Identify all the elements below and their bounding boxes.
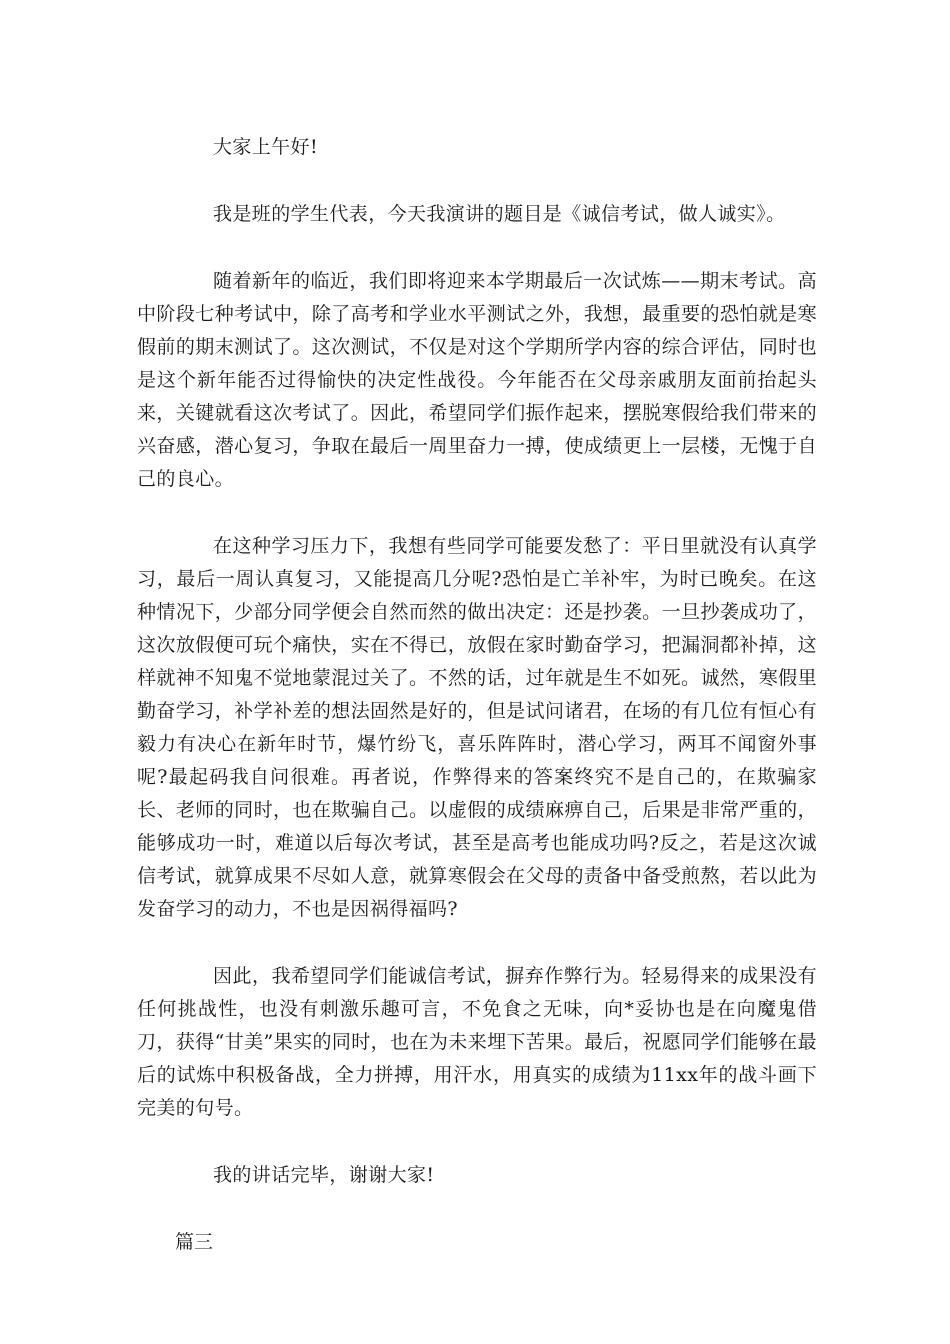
document-body (137, 131, 817, 1259)
section-heading: 篇三 (175, 1231, 214, 1253)
closing-paragraph: 我的讲话完毕，谢谢大家! (213, 1164, 435, 1186)
body-paragraph-2: 在这种学习压力下，我想有些同学可能要发愁了：平日里就没有认真学习，最后一周认真复习，又能提高几分呢?恐怕是亡羊补牢，为时已晚矣。在这种情况下，少部分同学便会自然而然的做出决定：还是抄袭。一旦抄袭成功了，这次放假便可玩个痛快，实在不得已，放假在家时勤奋学习，把漏洞都补掉，这样就神不知鬼不觉地蒙混过关了。不然的话，过年就是生不如死。诚然，寒假里勤奋学习，补学补差的想法固然是好的，但是试问诸君，在场的有几位有恒心有毅力有决心在新年时节，爆竹纷飞，喜乐阵阵时，潜心学习，两耳不闻窗外事呢?最起码我自问很难。再者说，作弊得来的答案终究不是自己的，在欺骗家长、老师的同时，也在欺骗自己。以虚假的成绩麻痹自己，后果是非常严重的，能够成功一时，难道以后每次考试，甚至是高考也能成功吗?反之，若是这次诚信考试，就算成果不尽如人意，就算寒假会在父母的责备中备受煎熬，若以此为发奋学习的动力，不也是因祸得福吗? (137, 535, 817, 920)
body-paragraph-1: 随着新年的临近，我们即将迎来本学期最后一次试炼——期末考试。高中阶段七种考试中，除了高考和学业水平测试之外，我想，最重要的恐怕就是寒假前的期末测试了。这次测试，不仅是对这个学期所学内容的综合评估，同时也是这个新年能否过得愉快的决定性战役。今年能否在父母亲戚朋友面前抬起头来，关键就看这次考试了。因此，希望同学们振作起来，摆脱寒假给我们带来的兴奋感，潜心复习，争取在最后一周里奋力一搏，使成绩更上一层楼，无愧于自己的良心。 (137, 270, 817, 490)
body-paragraph-3: 因此，我希望同学们能诚信考试，摒弃作弊行为。轻易得来的成果没有任何挑战性，也没有刺激乐趣可言，不免食之无味，向*妥协也是在向魔鬼借刀，获得“甘美”果实的同时，也在为未来埋下苦果。最后，祝愿同学们能够在最后的试炼中积极备战，全力拼搏，用汗水，用真实的成绩为11xx年的战斗画下完美的句号。 (137, 965, 817, 1119)
intro-paragraph: 我是班的学生代表，今天我演讲的题目是《诚信考试，做人诚实》。 (213, 203, 786, 225)
greeting-paragraph: 大家上午好! (213, 136, 319, 158)
